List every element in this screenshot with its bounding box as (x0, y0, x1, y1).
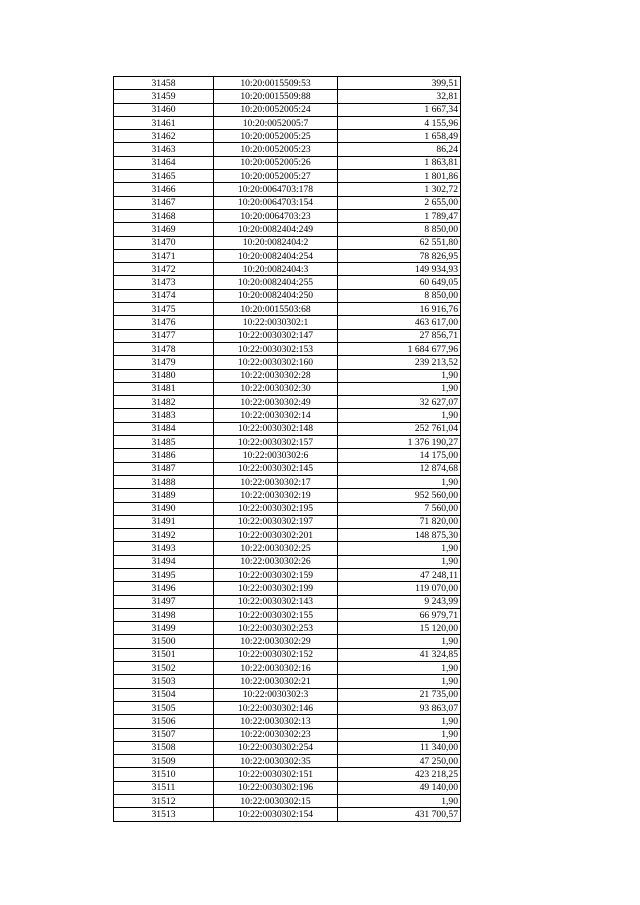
cadastral-number-cell: 10:22:0030302:35 (214, 755, 338, 768)
cadastral-value-table (113, 76, 461, 822)
row-number-cell: 31488 (114, 475, 214, 488)
cadastral-number-cell: 10:22:0030302:6 (214, 449, 338, 462)
table-row (114, 303, 461, 316)
value-cell: 93 863,07 (338, 701, 461, 714)
cadastral-number-cell: 10:22:0030302:30 (214, 382, 338, 395)
row-number-cell: 31458 (114, 77, 214, 90)
row-number-cell: 31481 (114, 382, 214, 395)
row-number-cell: 31477 (114, 329, 214, 342)
row-number-cell: 31466 (114, 183, 214, 196)
table-row (114, 741, 461, 754)
table-row (114, 475, 461, 488)
value-cell: 1,90 (338, 475, 461, 488)
row-number-cell: 31480 (114, 369, 214, 382)
value-cell: 1,90 (338, 542, 461, 555)
table-row (114, 103, 461, 116)
row-number-cell: 31509 (114, 755, 214, 768)
value-cell: 47 248,11 (338, 568, 461, 581)
cadastral-number-cell: 10:20:0082404:255 (214, 276, 338, 289)
cadastral-number-cell: 10:22:0030302:201 (214, 529, 338, 542)
row-number-cell: 31464 (114, 156, 214, 169)
cadastral-number-cell: 10:20:0015509:53 (214, 77, 338, 90)
cadastral-number-cell: 10:22:0030302:154 (214, 808, 338, 821)
table-row (114, 209, 461, 222)
value-cell: 1,90 (338, 662, 461, 675)
value-cell: 71 820,00 (338, 515, 461, 528)
cadastral-number-cell: 10:20:0052005:7 (214, 116, 338, 129)
cadastral-number-cell: 10:22:0030302:153 (214, 342, 338, 355)
row-number-cell: 31471 (114, 249, 214, 262)
cadastral-number-cell: 10:22:0030302:145 (214, 462, 338, 475)
table-row (114, 329, 461, 342)
cadastral-number-cell: 10:20:0082404:250 (214, 289, 338, 302)
value-cell: 9 243,99 (338, 595, 461, 608)
value-cell: 1 863,81 (338, 156, 461, 169)
row-number-cell: 31497 (114, 595, 214, 608)
table-row (114, 608, 461, 621)
value-cell: 423 218,25 (338, 768, 461, 781)
cadastral-number-cell: 10:22:0030302:195 (214, 502, 338, 515)
value-cell: 1 789,47 (338, 209, 461, 222)
cadastral-number-cell: 10:20:0052005:23 (214, 143, 338, 156)
table-row (114, 356, 461, 369)
table-row (114, 462, 461, 475)
cadastral-number-cell: 10:22:0030302:159 (214, 568, 338, 581)
table-row (114, 502, 461, 515)
value-cell: 1,90 (338, 635, 461, 648)
value-cell: 119 070,00 (338, 582, 461, 595)
cadastral-number-cell: 10:22:0030302:146 (214, 701, 338, 714)
row-number-cell: 31490 (114, 502, 214, 515)
value-cell: 463 617,00 (338, 316, 461, 329)
value-cell: 78 826,95 (338, 249, 461, 262)
value-cell: 66 979,71 (338, 608, 461, 621)
row-number-cell: 31467 (114, 196, 214, 209)
row-number-cell: 31492 (114, 529, 214, 542)
value-cell: 15 120,00 (338, 622, 461, 635)
cadastral-number-cell: 10:20:0052005:24 (214, 103, 338, 116)
cadastral-number-cell: 10:22:0030302:143 (214, 595, 338, 608)
cadastral-number-cell: 10:22:0030302:155 (214, 608, 338, 621)
value-cell: 4 155,96 (338, 116, 461, 129)
value-cell: 148 875,30 (338, 529, 461, 542)
value-cell: 1 667,34 (338, 103, 461, 116)
table-row (114, 675, 461, 688)
row-number-cell: 31479 (114, 356, 214, 369)
table-row (114, 635, 461, 648)
row-number-cell: 31513 (114, 808, 214, 821)
value-cell: 32 627,07 (338, 396, 461, 409)
table-row (114, 223, 461, 236)
table-row (114, 648, 461, 661)
table-row (114, 436, 461, 449)
row-number-cell: 31493 (114, 542, 214, 555)
row-number-cell: 31463 (114, 143, 214, 156)
cadastral-number-cell: 10:22:0030302:197 (214, 515, 338, 528)
row-number-cell: 31473 (114, 276, 214, 289)
table-row (114, 555, 461, 568)
row-number-cell: 31498 (114, 608, 214, 621)
cadastral-number-cell: 10:22:0030302:148 (214, 422, 338, 435)
table-row (114, 409, 461, 422)
cadastral-number-cell: 10:22:0030302:253 (214, 622, 338, 635)
row-number-cell: 31511 (114, 781, 214, 794)
row-number-cell: 31484 (114, 422, 214, 435)
value-cell: 16 916,76 (338, 303, 461, 316)
table-row (114, 768, 461, 781)
value-cell: 21 735,00 (338, 688, 461, 701)
value-cell: 41 324,85 (338, 648, 461, 661)
table-row (114, 662, 461, 675)
table-row (114, 156, 461, 169)
row-number-cell: 31512 (114, 795, 214, 808)
value-cell: 62 551,80 (338, 236, 461, 249)
value-cell: 1,90 (338, 409, 461, 422)
row-number-cell: 31505 (114, 701, 214, 714)
cadastral-number-cell: 10:22:0030302:13 (214, 715, 338, 728)
value-cell: 14 175,00 (338, 449, 461, 462)
table-row (114, 542, 461, 555)
value-cell: 49 140,00 (338, 781, 461, 794)
table-row (114, 622, 461, 635)
row-number-cell: 31502 (114, 662, 214, 675)
value-cell: 1 302,72 (338, 183, 461, 196)
value-cell: 252 761,04 (338, 422, 461, 435)
table-row (114, 568, 461, 581)
cadastral-number-cell: 10:22:0030302:199 (214, 582, 338, 595)
value-cell: 1,90 (338, 555, 461, 568)
cadastral-number-cell: 10:20:0064703:154 (214, 196, 338, 209)
row-number-cell: 31483 (114, 409, 214, 422)
value-cell: 8 850,00 (338, 223, 461, 236)
row-number-cell: 31476 (114, 316, 214, 329)
cadastral-number-cell: 10:22:0030302:147 (214, 329, 338, 342)
value-cell: 1 801,86 (338, 170, 461, 183)
table-row (114, 183, 461, 196)
value-cell: 952 560,00 (338, 489, 461, 502)
table-row (114, 755, 461, 768)
value-cell: 2 655,00 (338, 196, 461, 209)
cadastral-number-cell: 10:22:0030302:19 (214, 489, 338, 502)
cadastral-number-cell: 10:22:0030302:28 (214, 369, 338, 382)
table-row (114, 90, 461, 103)
cadastral-number-cell: 10:22:0030302:16 (214, 662, 338, 675)
row-number-cell: 31504 (114, 688, 214, 701)
cadastral-number-cell: 10:20:0082404:249 (214, 223, 338, 236)
table-row (114, 263, 461, 276)
table-row (114, 170, 461, 183)
row-number-cell: 31485 (114, 436, 214, 449)
value-cell: 12 874,68 (338, 462, 461, 475)
row-number-cell: 31472 (114, 263, 214, 276)
cadastral-number-cell: 10:20:0052005:26 (214, 156, 338, 169)
table-row (114, 529, 461, 542)
table-row (114, 781, 461, 794)
cadastral-number-cell: 10:22:0030302:17 (214, 475, 338, 488)
table-row (114, 130, 461, 143)
cadastral-number-cell: 10:22:0030302:29 (214, 635, 338, 648)
row-number-cell: 31510 (114, 768, 214, 781)
value-cell: 47 250,00 (338, 755, 461, 768)
table-row (114, 808, 461, 821)
row-number-cell: 31500 (114, 635, 214, 648)
row-number-cell: 31491 (114, 515, 214, 528)
row-number-cell: 31501 (114, 648, 214, 661)
table-row (114, 77, 461, 90)
cadastral-number-cell: 10:22:0030302:25 (214, 542, 338, 555)
row-number-cell: 31462 (114, 130, 214, 143)
value-cell: 8 850,00 (338, 289, 461, 302)
cadastral-number-cell: 10:22:0030302:3 (214, 688, 338, 701)
value-cell: 1,90 (338, 728, 461, 741)
cadastral-number-cell: 10:22:0030302:15 (214, 795, 338, 808)
table-row (114, 715, 461, 728)
table-row (114, 728, 461, 741)
row-number-cell: 31469 (114, 223, 214, 236)
table-row (114, 236, 461, 249)
table-row (114, 701, 461, 714)
cadastral-number-cell: 10:22:0030302:14 (214, 409, 338, 422)
value-cell: 1 376 190,27 (338, 436, 461, 449)
cadastral-number-cell: 10:22:0030302:254 (214, 741, 338, 754)
row-number-cell: 31499 (114, 622, 214, 635)
cadastral-number-cell: 10:22:0030302:196 (214, 781, 338, 794)
row-number-cell: 31461 (114, 116, 214, 129)
cadastral-number-cell: 10:20:0064703:178 (214, 183, 338, 196)
table-row (114, 316, 461, 329)
value-cell: 239 213,52 (338, 356, 461, 369)
cadastral-number-cell: 10:20:0015509:88 (214, 90, 338, 103)
cadastral-number-cell: 10:22:0030302:23 (214, 728, 338, 741)
table-row (114, 595, 461, 608)
cadastral-number-cell: 10:22:0030302:21 (214, 675, 338, 688)
table-row (114, 489, 461, 502)
value-cell: 399,51 (338, 77, 461, 90)
table-row (114, 196, 461, 209)
row-number-cell: 31474 (114, 289, 214, 302)
table-row (114, 276, 461, 289)
row-number-cell: 31486 (114, 449, 214, 462)
row-number-cell: 31468 (114, 209, 214, 222)
row-number-cell: 31489 (114, 489, 214, 502)
table-row (114, 116, 461, 129)
cadastral-number-cell: 10:20:0082404:2 (214, 236, 338, 249)
row-number-cell: 31460 (114, 103, 214, 116)
value-cell: 7 560,00 (338, 502, 461, 515)
value-cell: 86,24 (338, 143, 461, 156)
cadastral-number-cell: 10:20:0015503:68 (214, 303, 338, 316)
row-number-cell: 31496 (114, 582, 214, 595)
cadastral-number-cell: 10:22:0030302:49 (214, 396, 338, 409)
row-number-cell: 31478 (114, 342, 214, 355)
row-number-cell: 31482 (114, 396, 214, 409)
table-row (114, 382, 461, 395)
cadastral-number-cell: 10:20:0052005:25 (214, 130, 338, 143)
value-cell: 1 658,49 (338, 130, 461, 143)
row-number-cell: 31459 (114, 90, 214, 103)
value-cell: 27 856,71 (338, 329, 461, 342)
row-number-cell: 31495 (114, 568, 214, 581)
cadastral-number-cell: 10:22:0030302:151 (214, 768, 338, 781)
value-cell: 1 684 677,96 (338, 342, 461, 355)
table-row (114, 582, 461, 595)
cadastral-number-cell: 10:20:0052005:27 (214, 170, 338, 183)
value-cell: 1,90 (338, 382, 461, 395)
row-number-cell: 31487 (114, 462, 214, 475)
value-cell: 60 649,05 (338, 276, 461, 289)
row-number-cell: 31470 (114, 236, 214, 249)
table-row (114, 515, 461, 528)
row-number-cell: 31494 (114, 555, 214, 568)
value-cell: 1,90 (338, 715, 461, 728)
value-cell: 1,90 (338, 795, 461, 808)
table-row (114, 342, 461, 355)
table-row (114, 396, 461, 409)
cadastral-number-cell: 10:22:0030302:1 (214, 316, 338, 329)
row-number-cell: 31465 (114, 170, 214, 183)
row-number-cell: 31503 (114, 675, 214, 688)
value-cell: 1,90 (338, 675, 461, 688)
cadastral-number-cell: 10:20:0082404:254 (214, 249, 338, 262)
table-row (114, 795, 461, 808)
cadastral-number-cell: 10:22:0030302:26 (214, 555, 338, 568)
table-row (114, 249, 461, 262)
row-number-cell: 31506 (114, 715, 214, 728)
cadastral-number-cell: 10:22:0030302:160 (214, 356, 338, 369)
value-cell: 431 700,57 (338, 808, 461, 821)
value-cell: 149 934,93 (338, 263, 461, 276)
table-row (114, 289, 461, 302)
table-row (114, 369, 461, 382)
table-row (114, 688, 461, 701)
table-row (114, 422, 461, 435)
cadastral-number-cell: 10:22:0030302:157 (214, 436, 338, 449)
value-cell: 1,90 (338, 369, 461, 382)
row-number-cell: 31475 (114, 303, 214, 316)
table-body (114, 77, 461, 822)
table-row (114, 143, 461, 156)
cadastral-number-cell: 10:20:0064703:23 (214, 209, 338, 222)
cadastral-number-cell: 10:20:0082404:3 (214, 263, 338, 276)
cadastral-number-cell: 10:22:0030302:152 (214, 648, 338, 661)
value-cell: 32,81 (338, 90, 461, 103)
row-number-cell: 31507 (114, 728, 214, 741)
table-row (114, 449, 461, 462)
row-number-cell: 31508 (114, 741, 214, 754)
value-cell: 11 340,00 (338, 741, 461, 754)
